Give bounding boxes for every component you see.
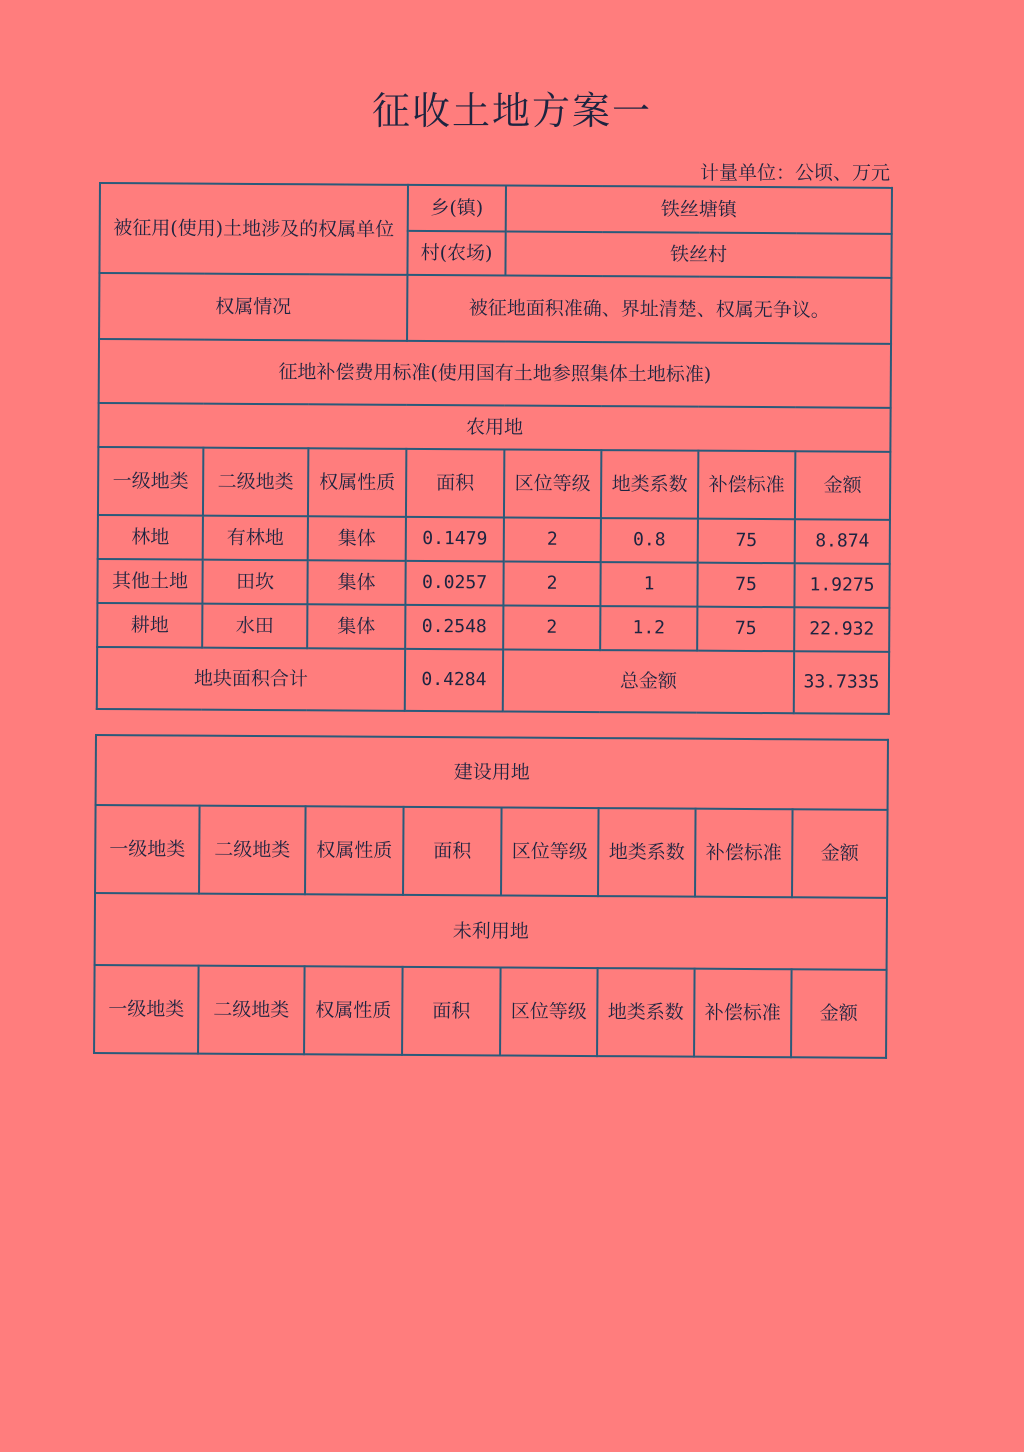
column-header: 区位等级 [504,449,601,518]
column-header: 地类系数 [601,450,698,519]
table-cell: 2 [504,517,601,562]
document-title: 征收土地方案一 [371,89,652,133]
amount-total-label: 总金额 [503,649,794,713]
column-header: 补偿标准 [695,809,793,898]
table-cell: 1.2 [600,606,697,651]
column-header: 一级地类 [98,447,203,516]
table-cell: 75 [698,519,795,564]
column-header: 金额 [791,969,887,1058]
construction-unused-land-table [93,734,889,1059]
ownership-status-label: 权属情况 [99,273,407,341]
table-cell: 其他土地 [97,559,202,604]
village-value: 铁丝村 [505,231,891,277]
total-row [97,647,889,714]
table-cell: 0.2548 [405,605,503,650]
table-cell: 8.874 [795,519,890,564]
construction-header-row [95,805,888,898]
column-header: 面积 [406,449,504,518]
column-header: 区位等级 [500,967,598,1056]
table-cell: 有林地 [203,516,308,561]
column-header: 一级地类 [95,805,200,894]
column-header: 面积 [402,967,501,1056]
table-cell: 1.9275 [794,563,889,608]
township-value: 铁丝塘镇 [506,185,892,233]
table-row [97,559,889,608]
column-header: 补偿标准 [694,969,792,1058]
table-cell: 0.1479 [406,517,504,562]
table-cell: 集体 [307,560,405,605]
table-cell: 集体 [307,604,405,649]
table-cell: 林地 [98,515,203,560]
table-cell: 耕地 [97,603,202,648]
table-cell: 2 [503,561,600,606]
compensation-standard-heading: 征地补偿费用标准(使用国有土地参照集体土地标准) [99,339,891,408]
unused-land-heading: 未利用地 [95,893,887,970]
table-row [98,515,890,564]
column-header: 二级地类 [198,966,305,1055]
column-header: 权属性质 [308,448,406,517]
table-cell: 2 [503,605,600,650]
column-header: 一级地类 [94,965,199,1054]
column-header: 地类系数 [597,968,695,1057]
table-cell: 75 [697,607,794,652]
land-acquisition-table [96,182,893,715]
unused-header-row [94,965,887,1058]
table-cell: 0.0257 [405,561,503,606]
unit-note: 计量单位：公顷、万元 [699,162,890,184]
table-cell: 75 [697,563,794,608]
table-cell: 水田 [202,604,307,649]
column-header: 权属性质 [305,806,404,895]
table-cell: 集体 [308,516,406,561]
table-cell: 22.932 [794,607,889,652]
column-header: 二级地类 [199,806,306,895]
column-header: 权属性质 [304,966,403,1055]
table-cell: 1 [600,562,697,607]
column-header: 二级地类 [203,448,308,517]
ownership-unit-label: 被征用(使用)土地涉及的权属单位 [99,183,408,275]
agricultural-header-row [98,447,890,520]
column-header: 地类系数 [598,808,696,897]
table-cell: 0.8 [601,518,698,563]
column-header: 区位等级 [501,807,599,896]
table-cell: 田坎 [202,560,307,605]
ownership-status-value: 被征地面积准确、界址清楚、权属无争议。 [407,275,891,344]
column-header: 金额 [795,451,890,520]
column-header: 补偿标准 [698,451,795,520]
table-row [97,603,889,652]
column-header: 面积 [403,807,502,896]
area-total-value: 0.4284 [405,649,503,712]
agricultural-land-heading: 农用地 [98,403,890,452]
area-total-label: 地块面积合计 [97,647,405,711]
amount-total-value: 33.7335 [794,651,889,714]
construction-land-heading: 建设用地 [96,735,888,810]
village-label: 村(农场) [407,231,505,276]
column-header: 金额 [792,809,888,898]
township-label: 乡(镇) [408,185,506,232]
